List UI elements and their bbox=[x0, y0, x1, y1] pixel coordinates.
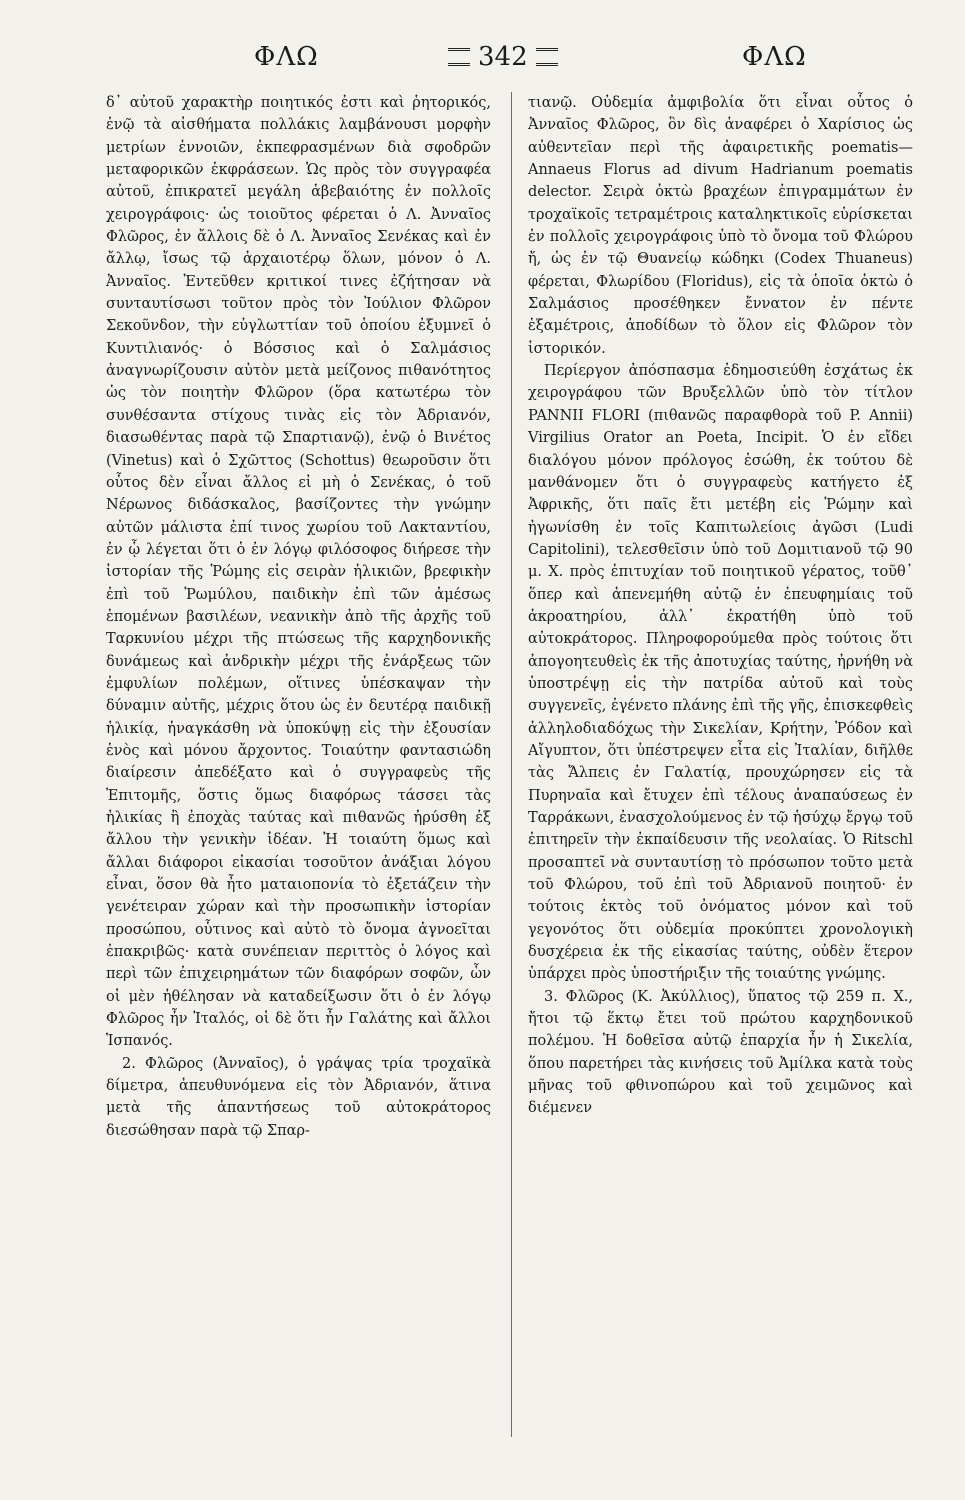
header-right-title: ΦΛΩ bbox=[742, 42, 807, 72]
ornament-left-icon bbox=[448, 48, 470, 66]
left-paragraph-1: δ᾽ αὐτοῦ χαρακτὴρ ποιητικός ἐστι καὶ ῥητορικός, ἐνῷ τὰ αἰσθήματα πολλάκις λαμβάνουσι μορφὴν μετρίων ἐννοιῶν, ἐκπεφρασμένων διὰ σφοδρῶν μεταφορικῶν ἐκφράσεων. Ὡς πρὸς τὸν συγγραφέα αὐτοῦ, ἐπικρατεῖ μεγάλη ἀβεβαιότης ἐν πολλοῖς χειρογράφοις· ὡς τοιοῦτος φέρεται ὁ Λ. Ἀνναῖος Φλῶρος, ἐν ἄλλοις δὲ ὁ Λ. Ἀνναῖος Σενέκας καὶ ἐν ἄλλῳ, ἴσως τῷ ἀρχαιοτέρῳ ὅλων, μόνον ὁ Λ. Ἀνναῖος. Ἐντεῦθεν κριτικοί τινες ἐζήτησαν νὰ συνταυτίσωσι τοῦτον πρὸς τὸν Ἰούλιον Φλῶρον Σεκοῦνδον, τὴν εὐγλωττίαν τοῦ ὁποίου ἐξυμνεῖ ὁ Κυντιλιανός· ὁ Βόσσιος καὶ ὁ Σαλμάσιος ἀναγνωρίζουσιν αὐτὸν μετὰ μείζονος πιθανότητος ὡς τὸν ποιητὴν Φλῶρον (ὅρα κατωτέρω τὸν συνθέσαντα στίχους τινὰς εἰς τὸν Ἀδριανόν, διασωθέντας παρὰ τῷ Σπαρτιανῷ), ἐνῷ ὁ Βινέτος (Vinetus) καὶ ὁ Σχῶττος (Schottus) θεωροῦσιν ὅτι οὗτος δὲν εἶναι ἄλλος εἰ μὴ ὁ Σενέκας, ὁ τοῦ Νέρωνος διδάσκαλος, βασίζοντες τὴν γνώμην αὐτῶν μάλιστα ἐπί τινος χωρίου τοῦ Λακταντίου, ἐν ᾧ λέγεται ὅτι ὁ ἐν λόγῳ φιλόσοφος διήρεσε τὴν ἱστορίαν τῆς Ῥώμης εἰς σειρὰν ἡλικιῶν, βρεφικὴν ἐπὶ τοῦ Ῥωμύλου, παιδικὴν ἐπὶ τῶν ἀμέσως ἑπομένων βασιλέων, νεανικὴν ἀπὸ τῆς ἀρχῆς τοῦ Ταρκυνίου μέχρι τῆς πτώσεως τῆς καρχηδονικῆς δυνάμεως καὶ ἀνδρικὴν μέχρι τῆς ἐνάρξεως τῶν ἐμφυλίων πολέμων, οἵτινες ὑπέσκαψαν τὴν δύναμιν αὐτῆς, μέχρις ὅτου ὡς ἐν δευτέρᾳ παιδικῇ ἡλικίᾳ, ἠναγκάσθη νὰ ὑποκύψῃ εἰς τὴν ἐξουσίαν ἑνὸς καὶ μόνου ἄρχοντος. Τοιαύτην φαντασιώδη διαίρεσιν ἀπεδέξατο καὶ ὁ συγγραφεὺς τῆς Ἐπιτομῆς, ὅστις ὅμως διαφόρως τάσσει τὰς ἡλικίας ἢ ἐποχὰς ταύτας καὶ πιθανῶς ἠρύσθη ἐξ ἄλλου τὴν γενικὴν ἰδέαν. Ἡ τοιαύτη ὅμως καὶ ἄλλαι διάφοροι εἰκασίαι τοσοῦτον ἀνάξιαι λόγου εἶναι, ὅσον θὰ ἦτο ματαιοπονία τὸ ἐξετάζειν τὴν γενέτειραν χώραν καὶ τὴν προσωπικὴν ἱστορίαν προσώπου, οὗτινος καὶ αὐτὸ τὸ ὄνομα ἀγνοεῖται ἐπακριβῶς· κατὰ συνέπειαν περιττὸς ὁ λόγος καὶ περὶ τῶν ἐπιχειρημάτων τῶν διαφόρων σοφῶν, ὧν οἱ μὲν ἠθέλησαν νὰ καταδείξωσιν ὅτι ὁ ἐν λόγῳ Φλῶρος ἦν Ἰταλός, οἱ δὲ ὅτι ἦν Γαλάτης καὶ ἄλλοι Ἱσπανός. bbox=[106, 95, 491, 1050]
left-paragraph-2: 2. Φλῶρος (Ἀνναῖος), ὁ γράψας τρία τροχαϊκὰ δίμετρα, ἀπευθυνόμενα εἰς τὸν Ἀδριανόν, ἅτινα μετὰ τῆς ἀπαντήσεως τοῦ αὐτοκράτορος διεσώθησαν παρὰ τῷ Σπαρ- bbox=[106, 1055, 491, 1139]
header-page-number-group bbox=[448, 42, 558, 72]
column-divider bbox=[511, 92, 512, 1437]
page-number: 342 bbox=[478, 42, 528, 72]
running-header bbox=[0, 36, 965, 86]
left-column bbox=[106, 92, 491, 1142]
right-column bbox=[528, 92, 913, 1120]
right-paragraph-1: τιανῷ. Οὐδεμία ἀμφιβολία ὅτι εἶναι οὗτος ὁ Ἀνναῖος Φλῶρος, ὃν δὶς ἀναφέρει ὁ Χαρίσιος ὡς αὐθεντεῖαν περὶ τῆς ἀφαιρετικῆς poematis—Annaeus Florus ad divum Hadrianum poematis delector. Σειρὰ ὀκτὼ βραχέων ἐπιγραμμάτων ἐν τροχαϊκοῖς τετραμέτροις καταληκτικοῖς εὑρίσκεται ἐν πολλοῖς χειρογράφοις ὑπὸ τὸ ὄνομα τοῦ Φλώρου ἤ, ὡς ἐν τῷ Θυανείῳ κώδηκι (Codex Thuaneus) φέρεται, Φλωρίδου (Floridus), εἰς τὰ ὁποῖα ὀκτὼ ὁ Σαλμάσιος προσέθηκεν ἔννατον ἐν πέντε ἑξαμέτροις, ἀποδίδων τὸ ὅλον εἰς Φλῶρον τὸν ἱστορικόν. bbox=[528, 95, 913, 357]
right-paragraph-2: Περίεργον ἀπόσπασμα ἐδημοσιεύθη ἐσχάτως ἐκ χειρογράφου τῶν Βρυξελλῶν ὑπὸ τὸν τίτλον PANNII FLORI (πιθανῶς παραφθορὰ τοῦ P. Annii) Virgilius Orator an Poeta, Incipit. Ὁ ἐν εἴδει διαλόγου μόνον πρόλογος ἐσώθη, ἐκ τούτου δὲ μανθάνομεν ὅτι ὁ συγγραφεὺς κατήγετο ἐξ Ἀφρικῆς, ὅτι παῖς ἔτι μετέβη εἰς Ῥώμην καὶ ἠγωνίσθη ἐν τοῖς Καπιτωλείοις ἀγῶσι (Ludi Capitolini), τελεσθεῖσιν ὑπὸ τοῦ Δομιτιανοῦ τῷ 90 μ. Χ. πρὸς ἐπιτυχίαν τοῦ ποιητικοῦ γέρατος, τοῦθ᾽ ὅπερ καὶ ἀπενεμήθη αὐτῷ ἐν ἐπευφημίαις τοῦ ἀκροατηρίου, ἀλλ᾽ ἐκρατήθη ὑπὸ τοῦ αὐτοκράτορος. Πληροφορούμεθα πρὸς τούτοις ὅτι ἀπογοητευθεὶς ἐκ τῆς ἀποτυχίας ταύτης, ἠρνήθη νὰ ὑποστρέψῃ εἰς τὴν πατρίδα αὐτοῦ καὶ τοὺς συγγενεῖς, ἐγένετο πλάνης ἐπὶ τῆς γῆς, ἐπισκεφθεὶς ἀλληλοδιαδόχως τὴν Σικελίαν, Κρήτην, Ῥόδον καὶ Αἴγυπτον, ὅτι ὑπέστρεψεν εἶτα εἰς Ἰταλίαν, διῆλθε τὰς Ἄλπεις ἐν Γαλατίᾳ, προυχώρησεν εἰς τὰ Πυρηναῖα καὶ ἔτυχεν ἐπὶ τέλους ἀναπαύσεως ἐν Ταρράκωνι, ἐνασχολούμενος ἐν τῷ ἡσύχῳ ἔργῳ τοῦ ἐπιτηρεῖν τὴν ἐκπαίδευσιν τῆς νεολαίας. Ὁ Ritschl προσαπτεῖ νὰ συνταυτίσῃ τὸ πρόσωπον τοῦτο μετὰ τοῦ Φλώρου, τοῦ ἐπὶ τοῦ Ἀδριανοῦ ποιητοῦ· ἐν τούτοις ἐκτὸς τοῦ ὀνόματος μόνον καὶ τοῦ γεγονότος ὅτι οὐδεμία προκύπτει χρονολογικὴ δυσχέρεια ἐκ τῆς εἰκασίας ταύτης, οὐδὲν ἕτερον ὑπάρχει πρὸς ὑποστήριξιν τῆς τοιαύτης γνώμης. bbox=[528, 363, 913, 983]
ornament-right-icon bbox=[536, 48, 558, 66]
header-left-title: ΦΛΩ bbox=[254, 42, 319, 72]
right-paragraph-3: 3. Φλῶρος (Κ. Ἀκύλλιος), ὕπατος τῷ 259 π. Χ., ἤτοι τῷ ἕκτῳ ἔτει τοῦ πρώτου καρχηδονικοῦ πολέμου. Ἡ δοθεῖσα αὐτῷ ἐπαρχία ἦν ἡ Σικελία, ὅπου παρετήρει τὰς κινήσεις τοῦ Ἀμίλκα κατὰ τοὺς μῆνας τοῦ φθινοπώρου καὶ τοῦ χειμῶνος καὶ διέμενεν bbox=[528, 988, 913, 1117]
